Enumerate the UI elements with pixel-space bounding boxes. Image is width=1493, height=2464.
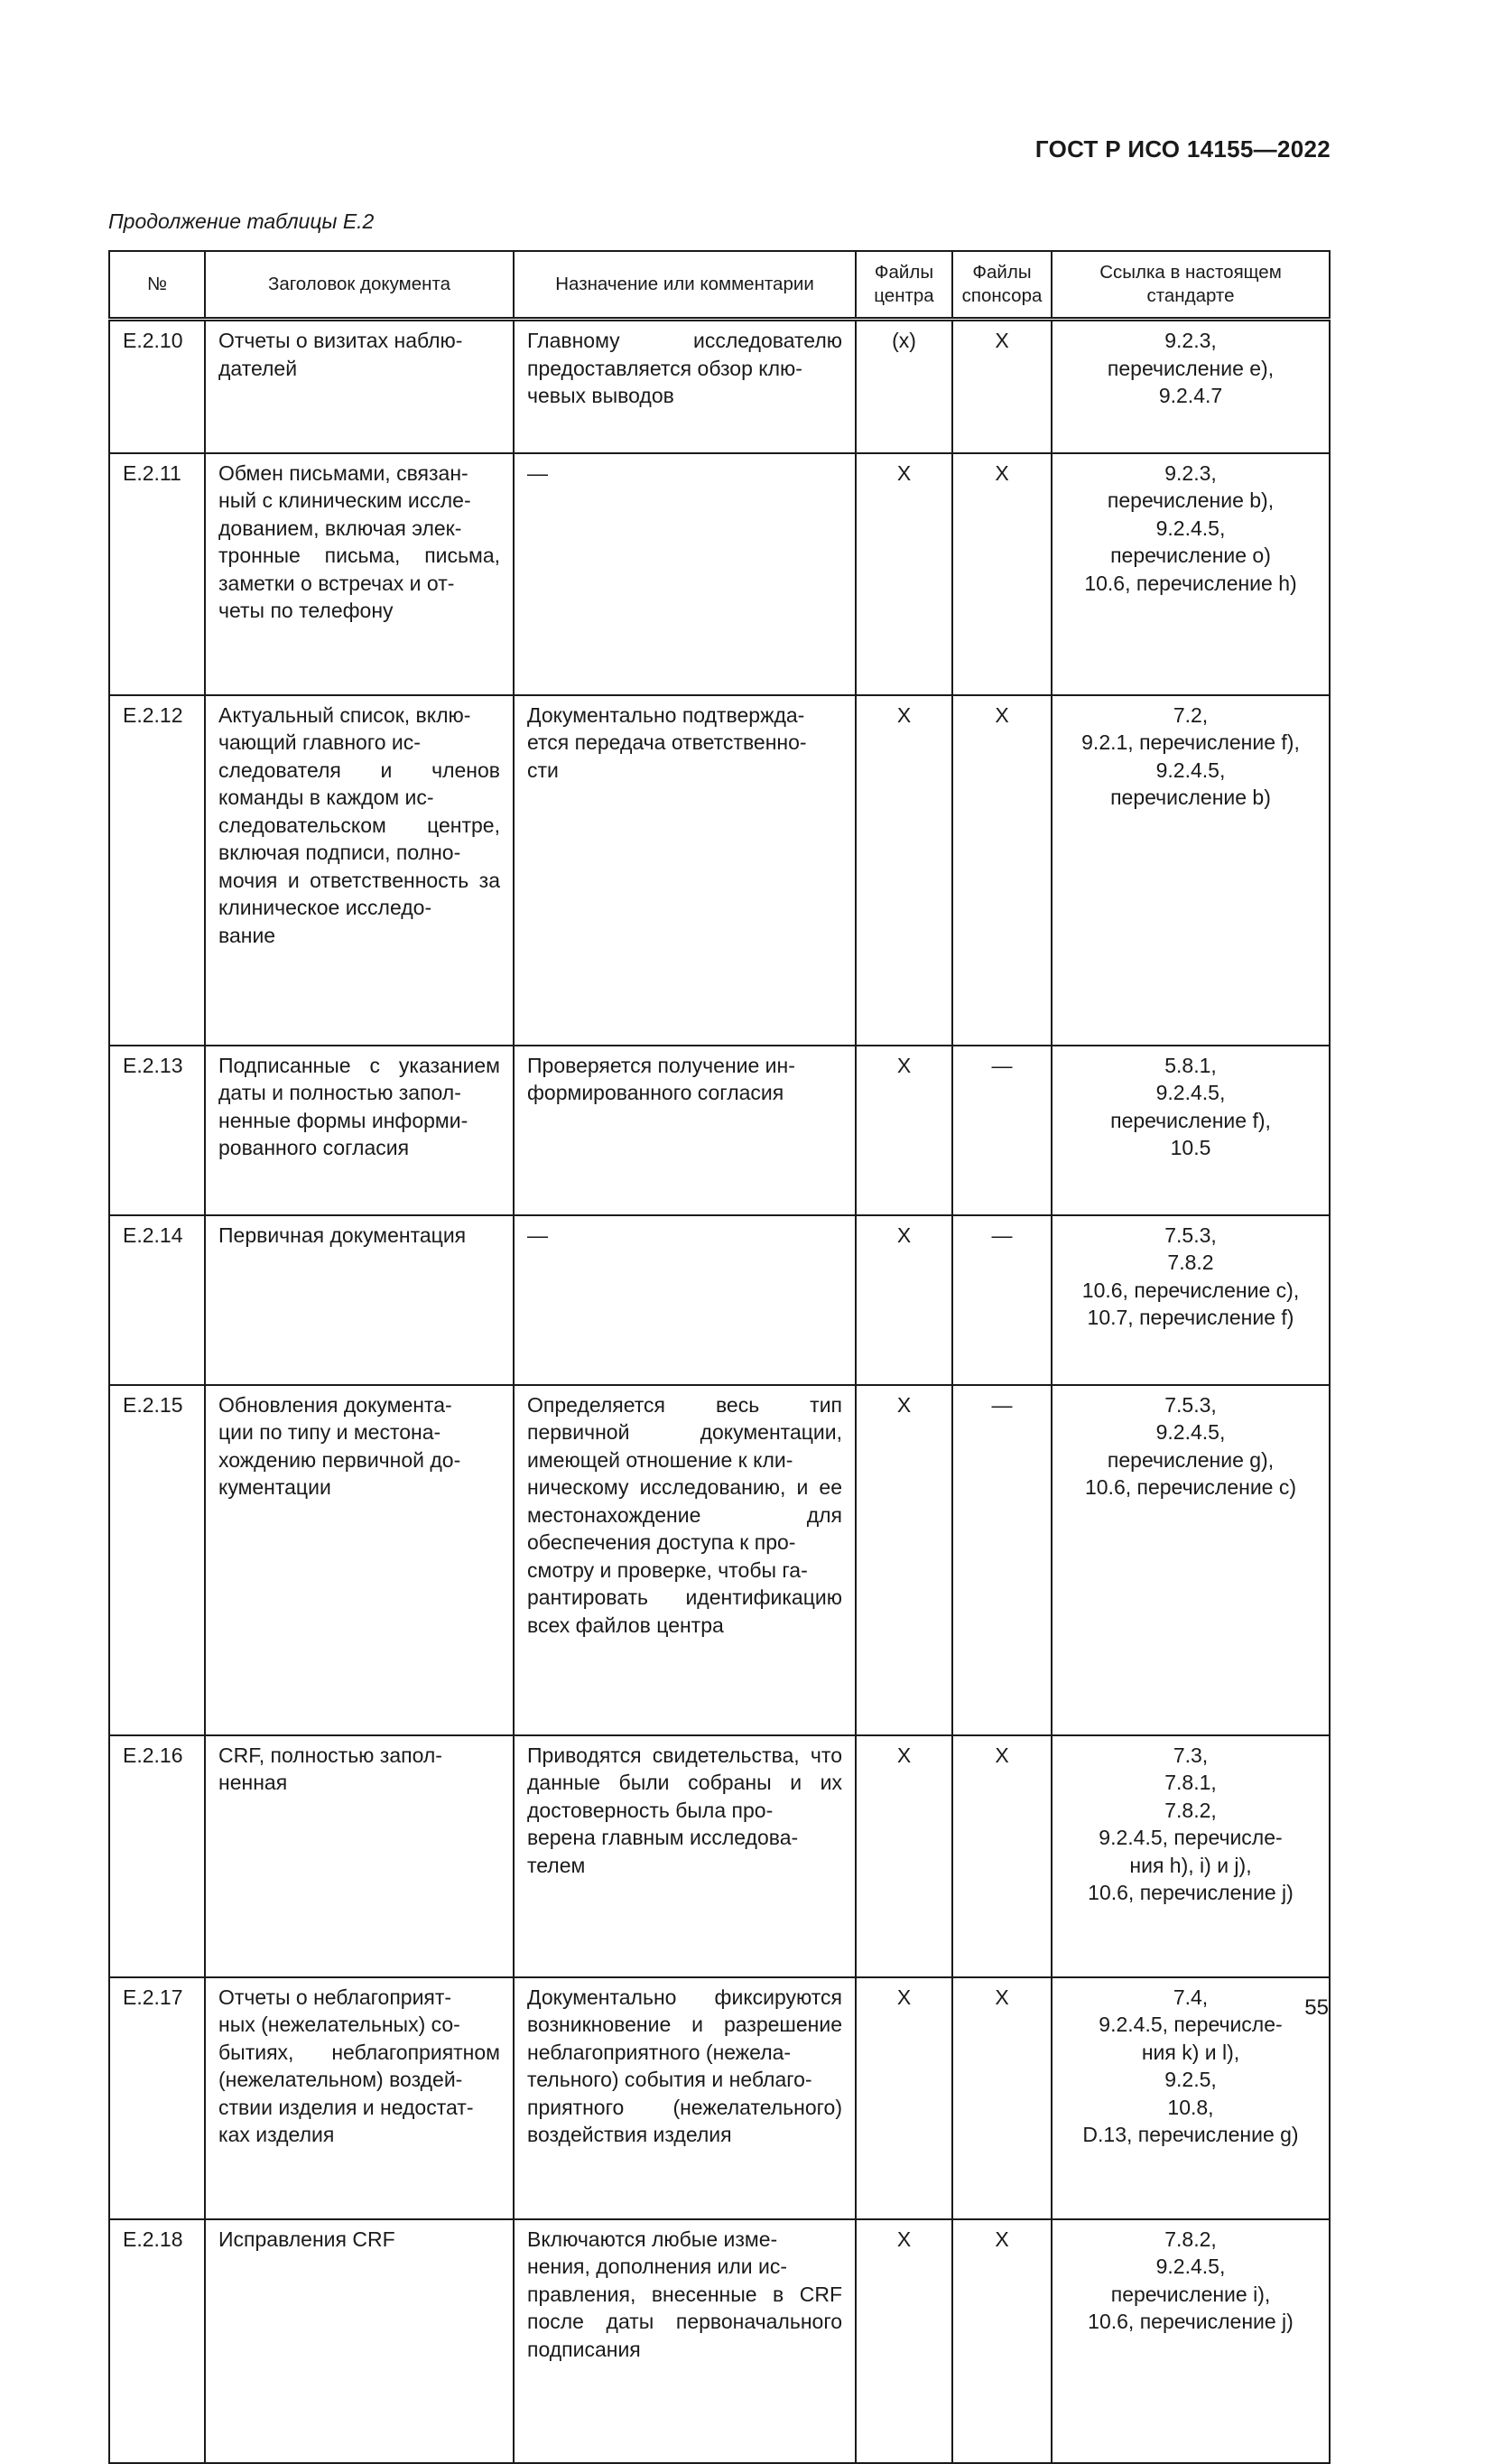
cell-document-title: Отчеты о визитах наблю- дателей <box>205 320 514 453</box>
cell-reference: 9.2.3, перечисление b), 9.2.4.5, перечисление o) 10.6, перечисление h) <box>1052 453 1330 695</box>
cell-number: E.2.13 <box>109 1046 205 1215</box>
cell-center-files: X <box>856 1385 952 1735</box>
cell-center-files: (x) <box>856 320 952 453</box>
table-caption: Продолжение таблицы E.2 <box>108 209 375 233</box>
table-body <box>109 320 1330 2463</box>
table-row <box>109 453 1330 695</box>
table-row <box>109 2219 1330 2463</box>
table-row <box>109 1215 1330 1385</box>
column-header-document-title: Заголовок документа <box>205 251 514 320</box>
cell-number: E.2.14 <box>109 1215 205 1385</box>
page-number: 55 <box>1304 1995 1329 2020</box>
cell-sponsor-files: X <box>952 2219 1052 2463</box>
cell-document-title: Актуальный список, вклю- чающий главного ис- следователя и членов команды в каждом ис- следовательском центре, включая подписи, полно- мочия и ответственность за клиническое исследо- вание <box>205 695 514 1046</box>
cell-sponsor-files: — <box>952 1215 1052 1385</box>
column-header-number: № <box>109 251 205 320</box>
column-header-purpose: Назначение или комментарии <box>514 251 856 320</box>
cell-sponsor-files: — <box>952 1046 1052 1215</box>
cell-number: E.2.12 <box>109 695 205 1046</box>
cell-center-files: X <box>856 453 952 695</box>
table-row <box>109 695 1330 1046</box>
cell-number: E.2.11 <box>109 453 205 695</box>
table-row <box>109 1977 1330 2219</box>
cell-reference: 7.5.3, 7.8.2 10.6, перечисление c), 10.7, перечисление f) <box>1052 1215 1330 1385</box>
cell-reference: 7.4, 9.2.4.5, перечисле- ния k) и l), 9.2.5, 10.8, D.13, перечисление g) <box>1052 1977 1330 2219</box>
cell-purpose: Проверяется получение ин- формированного согласия <box>514 1046 856 1215</box>
document-standard-header: ГОСТ Р ИСО 14155—2022 <box>1034 135 1331 163</box>
cell-sponsor-files: X <box>952 1977 1052 2219</box>
cell-document-title: CRF, полностью запол- ненная <box>205 1735 514 1977</box>
cell-number: E.2.18 <box>109 2219 205 2463</box>
table-row <box>109 1046 1330 1215</box>
cell-document-title: Отчеты о неблагоприят- ных (нежелательных) со- бытиях, неблагоприятном (нежелательном) воздей- ствии изделия и недостат- ках изделия <box>205 1977 514 2219</box>
cell-sponsor-files: X <box>952 453 1052 695</box>
cell-center-files: X <box>856 695 952 1046</box>
table-row <box>109 1735 1330 1977</box>
cell-purpose: Документально фиксируются возникновение и разрешение неблагоприятного (нежела- тельного) события и неблаго- приятного (нежелательного) воздействия изделия <box>514 1977 856 2219</box>
cell-purpose: Определяется весь тип первичной документации, имеющей отношение к кли- ническому исследованию, и ее местонахождение для обеспечения доступа к про- смотру и проверке, чтобы га- рантировать идентификацию всех файлов центра <box>514 1385 856 1735</box>
cell-reference: 7.2, 9.2.1, перечисление f), 9.2.4.5, перечисление b) <box>1052 695 1330 1046</box>
cell-document-title: Подписанные с указанием даты и полностью запол- ненные формы информи- рованного согласия <box>205 1046 514 1215</box>
cell-sponsor-files: X <box>952 1735 1052 1977</box>
cell-document-title: Обмен письмами, связан- ный с клиническим иссле- дованием, включая элек- тронные письма, письма, заметки о встречах и от- четы по телефону <box>205 453 514 695</box>
documents-table <box>108 250 1331 2464</box>
table-header-row <box>109 251 1330 320</box>
cell-reference: 9.2.3, перечисление e), 9.2.4.7 <box>1052 320 1330 453</box>
table-row <box>109 320 1330 453</box>
cell-center-files: X <box>856 1977 952 2219</box>
cell-number: E.2.17 <box>109 1977 205 2219</box>
cell-center-files: X <box>856 2219 952 2463</box>
cell-center-files: X <box>856 1215 952 1385</box>
cell-reference: 7.8.2, 9.2.4.5, перечисление i), 10.6, перечисление j) <box>1052 2219 1330 2463</box>
cell-purpose: Включаются любые изме- нения, дополнения или ис- правления, внесенные в CRF после даты первоначального подписания <box>514 2219 856 2463</box>
cell-document-title: Обновления документа- ции по типу и местона- хождению первичной до- кументации <box>205 1385 514 1735</box>
cell-center-files: X <box>856 1046 952 1215</box>
cell-purpose: Документально подтвержда- ется передача ответственно- сти <box>514 695 856 1046</box>
cell-purpose: — <box>514 453 856 695</box>
cell-purpose: — <box>514 1215 856 1385</box>
cell-purpose: Главному исследователю предоставляется обзор клю- чевых выводов <box>514 320 856 453</box>
cell-sponsor-files: X <box>952 695 1052 1046</box>
cell-number: E.2.15 <box>109 1385 205 1735</box>
cell-reference: 5.8.1, 9.2.4.5, перечисление f), 10.5 <box>1052 1046 1330 1215</box>
cell-purpose: Приводятся свидетельства, что данные были собраны и их достоверность была про- верена главным исследова- телем <box>514 1735 856 1977</box>
cell-reference: 7.3, 7.8.1, 7.8.2, 9.2.4.5, перечисле- ния h), i) и j), 10.6, перечисление j) <box>1052 1735 1330 1977</box>
cell-sponsor-files: — <box>952 1385 1052 1735</box>
cell-document-title: Первичная документация <box>205 1215 514 1385</box>
table-row <box>109 1385 1330 1735</box>
column-header-reference: Ссылка в настоящем стандарте <box>1052 251 1330 320</box>
cell-number: E.2.10 <box>109 320 205 453</box>
cell-number: E.2.16 <box>109 1735 205 1977</box>
column-header-center-files: Файлы центра <box>856 251 952 320</box>
cell-reference: 7.5.3, 9.2.4.5, перечисление g), 10.6, перечисление c) <box>1052 1385 1330 1735</box>
cell-sponsor-files: X <box>952 320 1052 453</box>
column-header-sponsor-files: Файлы спонсора <box>952 251 1052 320</box>
cell-document-title: Исправления CRF <box>205 2219 514 2463</box>
cell-center-files: X <box>856 1735 952 1977</box>
